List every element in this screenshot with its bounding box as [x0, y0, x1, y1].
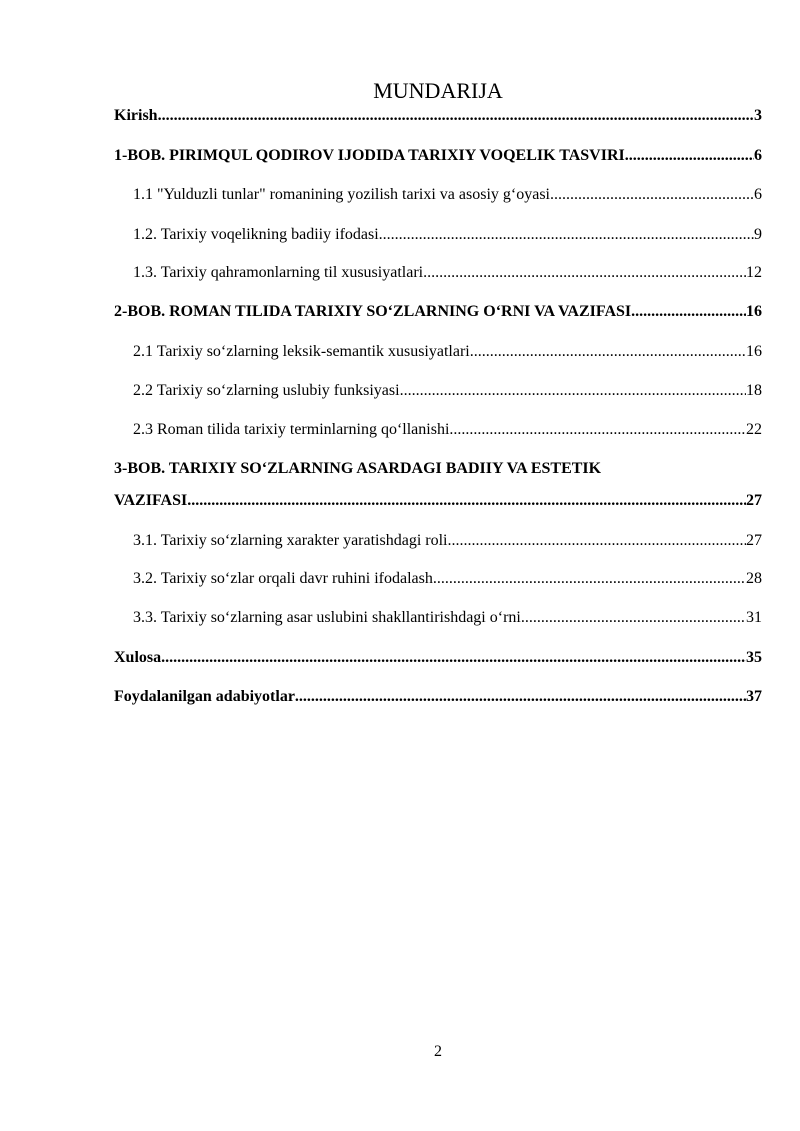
toc-entry-label: 2.2 Tarixiy so‘zlarning uslubiy funksiyasi [133, 382, 400, 399]
dot-leader [521, 608, 746, 628]
dot-leader [635, 302, 746, 322]
toc-entry-chapter-1[interactable] [114, 146, 762, 166]
toc-entry-label: 3.3. Tarixiy so‘zlarning asar uslubini shakllantirishdagi o‘rni [133, 609, 521, 626]
dot-leader [433, 569, 746, 589]
toc-entry-label: 3.1. Tarixiy so‘zlarning xarakter yaratishdagi roli [133, 532, 448, 549]
toc-entry-page: 28 [746, 570, 762, 587]
toc-entry-label: VAZIFASI [114, 492, 188, 509]
dot-leader [379, 225, 754, 245]
toc-entry-page: 18 [746, 382, 762, 399]
toc-entry-chapter-2[interactable] [114, 302, 762, 322]
toc-entry-page: 37 [746, 688, 762, 705]
dot-leader [423, 263, 746, 283]
dot-leader [550, 185, 754, 205]
toc-entry-section-3-2[interactable] [133, 569, 762, 589]
toc-entry-section-2-3[interactable] [133, 420, 762, 440]
dot-leader [400, 381, 746, 401]
toc-entry-page: 9 [754, 226, 762, 243]
toc-entry-page: 31 [746, 609, 762, 626]
toc-entry-page: 35 [746, 649, 762, 666]
toc-entry-label: Foydalanilgan adabiyotlar [114, 688, 295, 705]
toc-entry-page: 6 [754, 147, 762, 164]
toc-entry-section-1-2[interactable] [133, 225, 762, 245]
dot-leader [158, 106, 754, 126]
toc-entry-section-1-3[interactable] [133, 263, 762, 283]
toc-entry-label: 2-BOB. ROMAN TILIDA TARIXIY SO‘ZLARNING O‘RNI VA VAZIFASI. [114, 303, 636, 320]
dot-leader [625, 146, 754, 166]
toc-entry-section-1-1[interactable] [133, 185, 762, 205]
toc-entry-page: 12 [746, 264, 762, 281]
dot-leader [161, 648, 746, 668]
dot-leader [447, 531, 746, 551]
toc-entry-page: 27 [746, 492, 762, 509]
toc-entry-label: 2.3 Roman tilida tarixiy terminlarning qo‘llanishi [133, 421, 450, 438]
toc-entry-section-2-1[interactable] [133, 342, 762, 362]
toc-entry-xulosa[interactable] [114, 648, 762, 668]
toc-entry-page: 6 [754, 186, 762, 203]
page-title: MUNDARIJA [373, 78, 503, 103]
toc-entry-section-3-3[interactable] [133, 608, 762, 628]
toc-entry-page: 22 [746, 421, 762, 438]
toc-entry-section-3-1[interactable] [133, 531, 762, 551]
toc-entry-page: 27 [746, 532, 762, 549]
toc-entry-adabiyotlar[interactable] [114, 687, 762, 707]
page-number: 2 [434, 1043, 442, 1060]
toc-entry-label: 1.1 "Yulduzli tunlar" romanining yozilish tarixi va asosiy g‘oyasi [133, 186, 550, 203]
toc-entry-page: 16 [746, 303, 762, 320]
toc-entry-kirish[interactable] [114, 106, 762, 126]
toc-entry-label: Xulosa [114, 649, 162, 666]
dot-leader [295, 687, 746, 707]
toc-entry-chapter-3-line-1[interactable]: 3-BOB. TARIXIY SO‘ZLARNING ASARDAGI BADIIY VA ESTETIK [114, 460, 602, 477]
toc-entry-page: 16 [746, 343, 762, 360]
toc-entry-page: 3 [754, 107, 762, 124]
toc-entry-chapter-3[interactable] [114, 491, 762, 511]
toc-entry-section-2-2[interactable] [133, 381, 762, 401]
dot-leader [187, 491, 746, 511]
toc-entry-label: 1.2. Tarixiy voqelikning badiiy ifodasi [133, 226, 379, 243]
toc-entry-label: Kirish [114, 107, 158, 124]
dot-leader [470, 342, 746, 362]
dot-leader [449, 420, 746, 440]
toc-entry-label: 2.1 Tarixiy so‘zlarning leksik-semantik xususiyatlari [133, 343, 470, 360]
toc-entry-label: 3.2. Tarixiy so‘zlar orqali davr ruhini ifodalash [133, 570, 433, 587]
toc-entry-label: 1.3. Tarixiy qahramonlarning til xususiyatlari [133, 264, 424, 281]
toc-entry-label: 1-BOB. PIRIMQUL QODIROV IJODIDA TARIXIY VOQELIK TASVIRI [114, 147, 625, 164]
